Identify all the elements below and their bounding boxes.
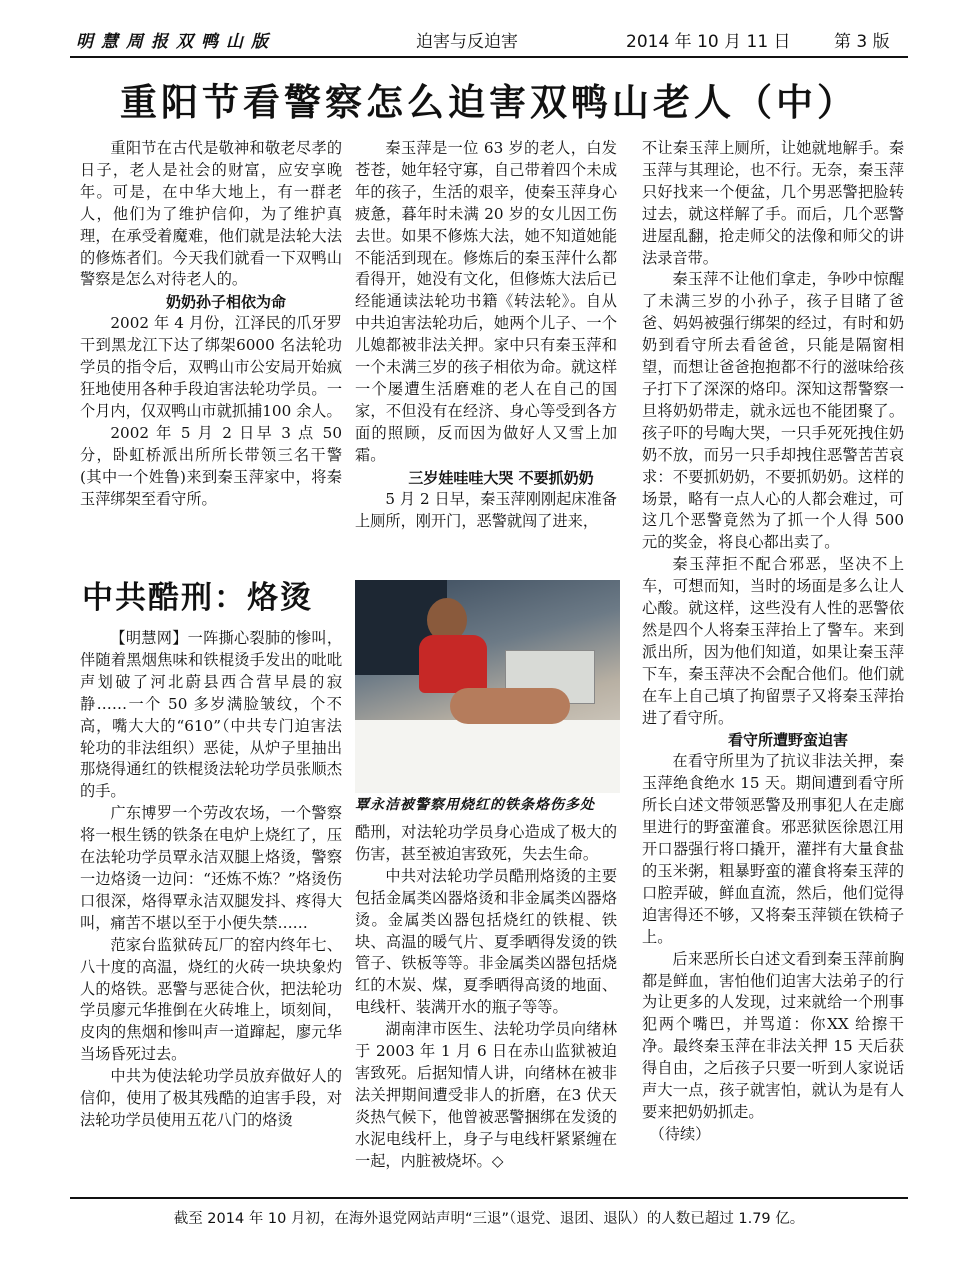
subheading: 三岁娃哇哇大哭 不要抓奶奶 [408,468,594,487]
footer-notice: 截至 2014 年 10 月初，在海外退党网站声明“三退”（退党、退团、退队）的人数已超过 1.79 亿。 [173,1211,805,1227]
article-column-2 [355,138,617,532]
paragraph: 秦玉萍是一位 63 岁的老人，白发苍苍，她年轻守寡，自己带着四个未成年的孩子，生活的艰辛，使秦玉萍身心疲惫，暮年时未满 20 岁的女儿因工伤去世。如果不修炼大法，她不知道她能不能活到现在。修炼后的秦玉萍什么都看得开，她没有文化，但修炼大法后已经能通读法轮功书籍《转法轮》。自从中共迫害法轮功后，她两个儿子、一个儿媳都被非法关押。家中只有秦玉萍和一个未满三岁的孩子相依为命。就这样一个屡遭生活磨难的老人在自己的国家，不但没有在经济、身心等受到各方面的照顾，反而因为做好人又雪上加霜。 [355,139,617,464]
to-be-continued: （待续） [649,1124,711,1143]
masthead [70,30,908,54]
paragraph: 5 月 2 日早，秦玉萍刚刚起床准备上厕所，刚开门，恶警就闯了进来， [355,489,617,530]
paragraph: 在看守所里为了抗议非法关押，秦玉萍绝食绝水 15 天。期间遭到看守所所长白述文带领恶警及刑事犯人在走廊里进行的野蛮灌食。邪恶狱医徐恩江用开口器强行将口撬开，灌拌有大量食盐的玉米粥，粗暴野蛮的灌食将秦玉萍的口腔弄破，鲜血直流，然后，他们觉得迫害得还不够，又将秦玉萍锁在铁椅子上。 [642,752,904,946]
page-number: 第 3 版 [834,32,890,52]
paragraph: 秦玉萍不让他们拿走，争吵中惊醒了未满三岁的小孙子，孩子目睹了爸爸、妈妈被强行绑架的经过，有时和奶奶到看守所去看爸爸，只能是隔窗相望，而想让爸爸抱抱都不行的滋味给孩子打下了深深的烙印。深知这帮警察一旦将奶奶带走，就永远也不能团聚了。孩子吓的号啕大哭，一只手死死拽住奶奶不放，而另一只手却拽住恶警苦苦哀求：不要抓奶奶，不要抓奶奶。这样的场景，略有一点人心的人都会难过，可这几个恶警竟然为了抓一个人得 500 元的奖金，将良心都出卖了。 [642,270,904,552]
news-photo [355,580,620,793]
footer-rule [70,1197,908,1199]
article-column-3 [642,138,904,1146]
photo-bed [355,720,620,793]
paragraph: 不让秦玉萍上厕所，让她就地解手。秦玉萍与其理论，也不行。无奈，秦玉萍只好找来一个便盆，几个男恶警把脸转过去，就这样解了手。而后，几个恶警进屋乱翻，抢走师父的法像和师父的讲法录音带。 [642,139,904,267]
paragraph: 【明慧网】一阵撕心裂肺的惨叫，伴随着黑烟焦味和铁棍烫手发出的吡吡声划破了河北蔚县西合营早晨的寂静……一个 50 多岁满脸皱纹，个不高，嘴大大的“610”（中共专门迫害法轮功的非法组织）恶徒，从炉子里抽出那烧得通红的铁棍烫法轮功学员张顺杰的手。 [80,629,342,801]
subheading: 奶奶孙子相依为命 [165,293,286,312]
paragraph: 重阳节在古代是敬神和敬老尽孝的日子，老人是社会的财富，应安享晚年。可是，在中华大地上，有一群老人，他们为了维护信仰，为了维护真理，在承受着魔难，他们就是法轮大法的修炼者们。今天我们就看一下双鸭山警察是怎么对待老人的。 [80,139,342,289]
paragraph: 湖南津市医生、法轮功学员向绪林于 2003 年 1 月 6 日在赤山监狱被迫害致死。后据知情人讲，向绪林在被非法关押期间遭受非人的折磨，在3 伏天炎热气候下，他曾被恶警捆绑在发烫的水泥电线杆上，身子与电线杆紧紧缠在一起，内脏被烧坏。◇ [355,1020,617,1170]
photo-person-shirt [419,635,487,693]
photo-caption: 覃永洁被警察用烧红的铁条烙伤多处 [355,797,595,813]
paragraph: 2002 年 5 月 2 日早 3 点 50 分，卧虹桥派出所所长带领三名干警(其中一个姓鲁)来到秦玉萍家中，将秦玉萍绑架至看守所。 [80,423,342,508]
article2-column-1 [80,628,342,1132]
article-column-1 [80,138,342,511]
article2-column-2 [355,822,617,1173]
paragraph: 中共为使法轮功学员放弃做好人的信仰，使用了极其残酷的迫害手段，对法轮功学员使用五花八门的烙烫 [80,1067,342,1129]
paragraph: 秦玉萍拒不配合邪恶，坚决不上车，可想而知，当时的场面是多么让人心酸。就这样，这些没有人性的恶警依然是四个人将秦玉萍抬上了警车。来到派出所，因为他们知道，如果让秦玉萍下车，秦玉萍决不会配合他们。他们就在车上自己填了拘留票子又将秦玉萍抬进了看守所。 [642,555,904,727]
paragraph: 2002 年 4 月份，江泽民的爪牙罗干到黑龙江下达了绑架6000 名法轮功学员的指令后，双鸭山市公安局开始疯狂地使用各种手段迫害法轮功学员。一个月内，仅双鸭山市就抓捕100 余人。 [80,314,342,420]
paragraph: 后来恶所长白述文看到秦玉萍前胸都是鲜血，害怕他们迫害大法弟子的行为让更多的人发现，过来就给一个刑事犯两个嘴巴，并骂道：你XX 给擦干净。最终秦玉萍在非法关押 15 天后获得自由，之后孩子只要一听到人家说话声大一点，孩子就害怕，就认为是有人要来把奶奶抓走。 [642,949,904,1121]
paragraph: 中共对法轮功学员酷刑烙烫的主要包括金属类凶器烙烫和非金属类凶器烙烫。金属类凶器包括烧红的铁棍、铁块、高温的暖气片、夏季晒得发烫的铁管子、铁板等等。非金属类凶器包括烧红的木炭、煤，夏季晒得高烫的地面、电线杆、装满开水的瓶子等等。 [355,866,617,1017]
photo-person-legs [450,688,570,724]
subheading: 看守所遭野蛮迫害 [727,731,848,750]
section-name: 迫害与反迫害 [416,32,518,52]
paragraph: 范家台监狱砖瓦厂的窑内终年七、八十度的高温，烧红的火砖一块块象灼人的烙铁。恶警与恶徒合伙，把法轮功学员廖元华推倒在火砖堆上，顷刻间，皮肉的焦烟和惨叫声一道蹿起，廖元华当场昏死过去。 [80,935,342,1064]
issue-date: 2014 年 10 月 11 日 [626,32,791,52]
masthead-rule [70,56,908,58]
main-headline: 重阳节看警察怎么迫害双鸭山老人（中） [120,80,858,124]
paragraph: 广东博罗一个劳改农场，一个警察将一根生锈的铁条在电炉上烧红了，压在法轮功学员覃永洁双腿上烙烫，警察一边烙烫一边问：“还炼不炼？”烙烫伤口很深，烙得覃永洁双腿发抖、疼得大叫，痛苦不堪以至于小便失禁…… [80,804,342,932]
paper-name: 明慧周报双鸭山版 [76,32,276,52]
section-title: 中共酷刑：烙烫 [82,580,313,616]
paragraph: 酷刑，对法轮功学员身心造成了极大的伤害，甚至被迫害致死，失去生命。 [355,823,617,863]
